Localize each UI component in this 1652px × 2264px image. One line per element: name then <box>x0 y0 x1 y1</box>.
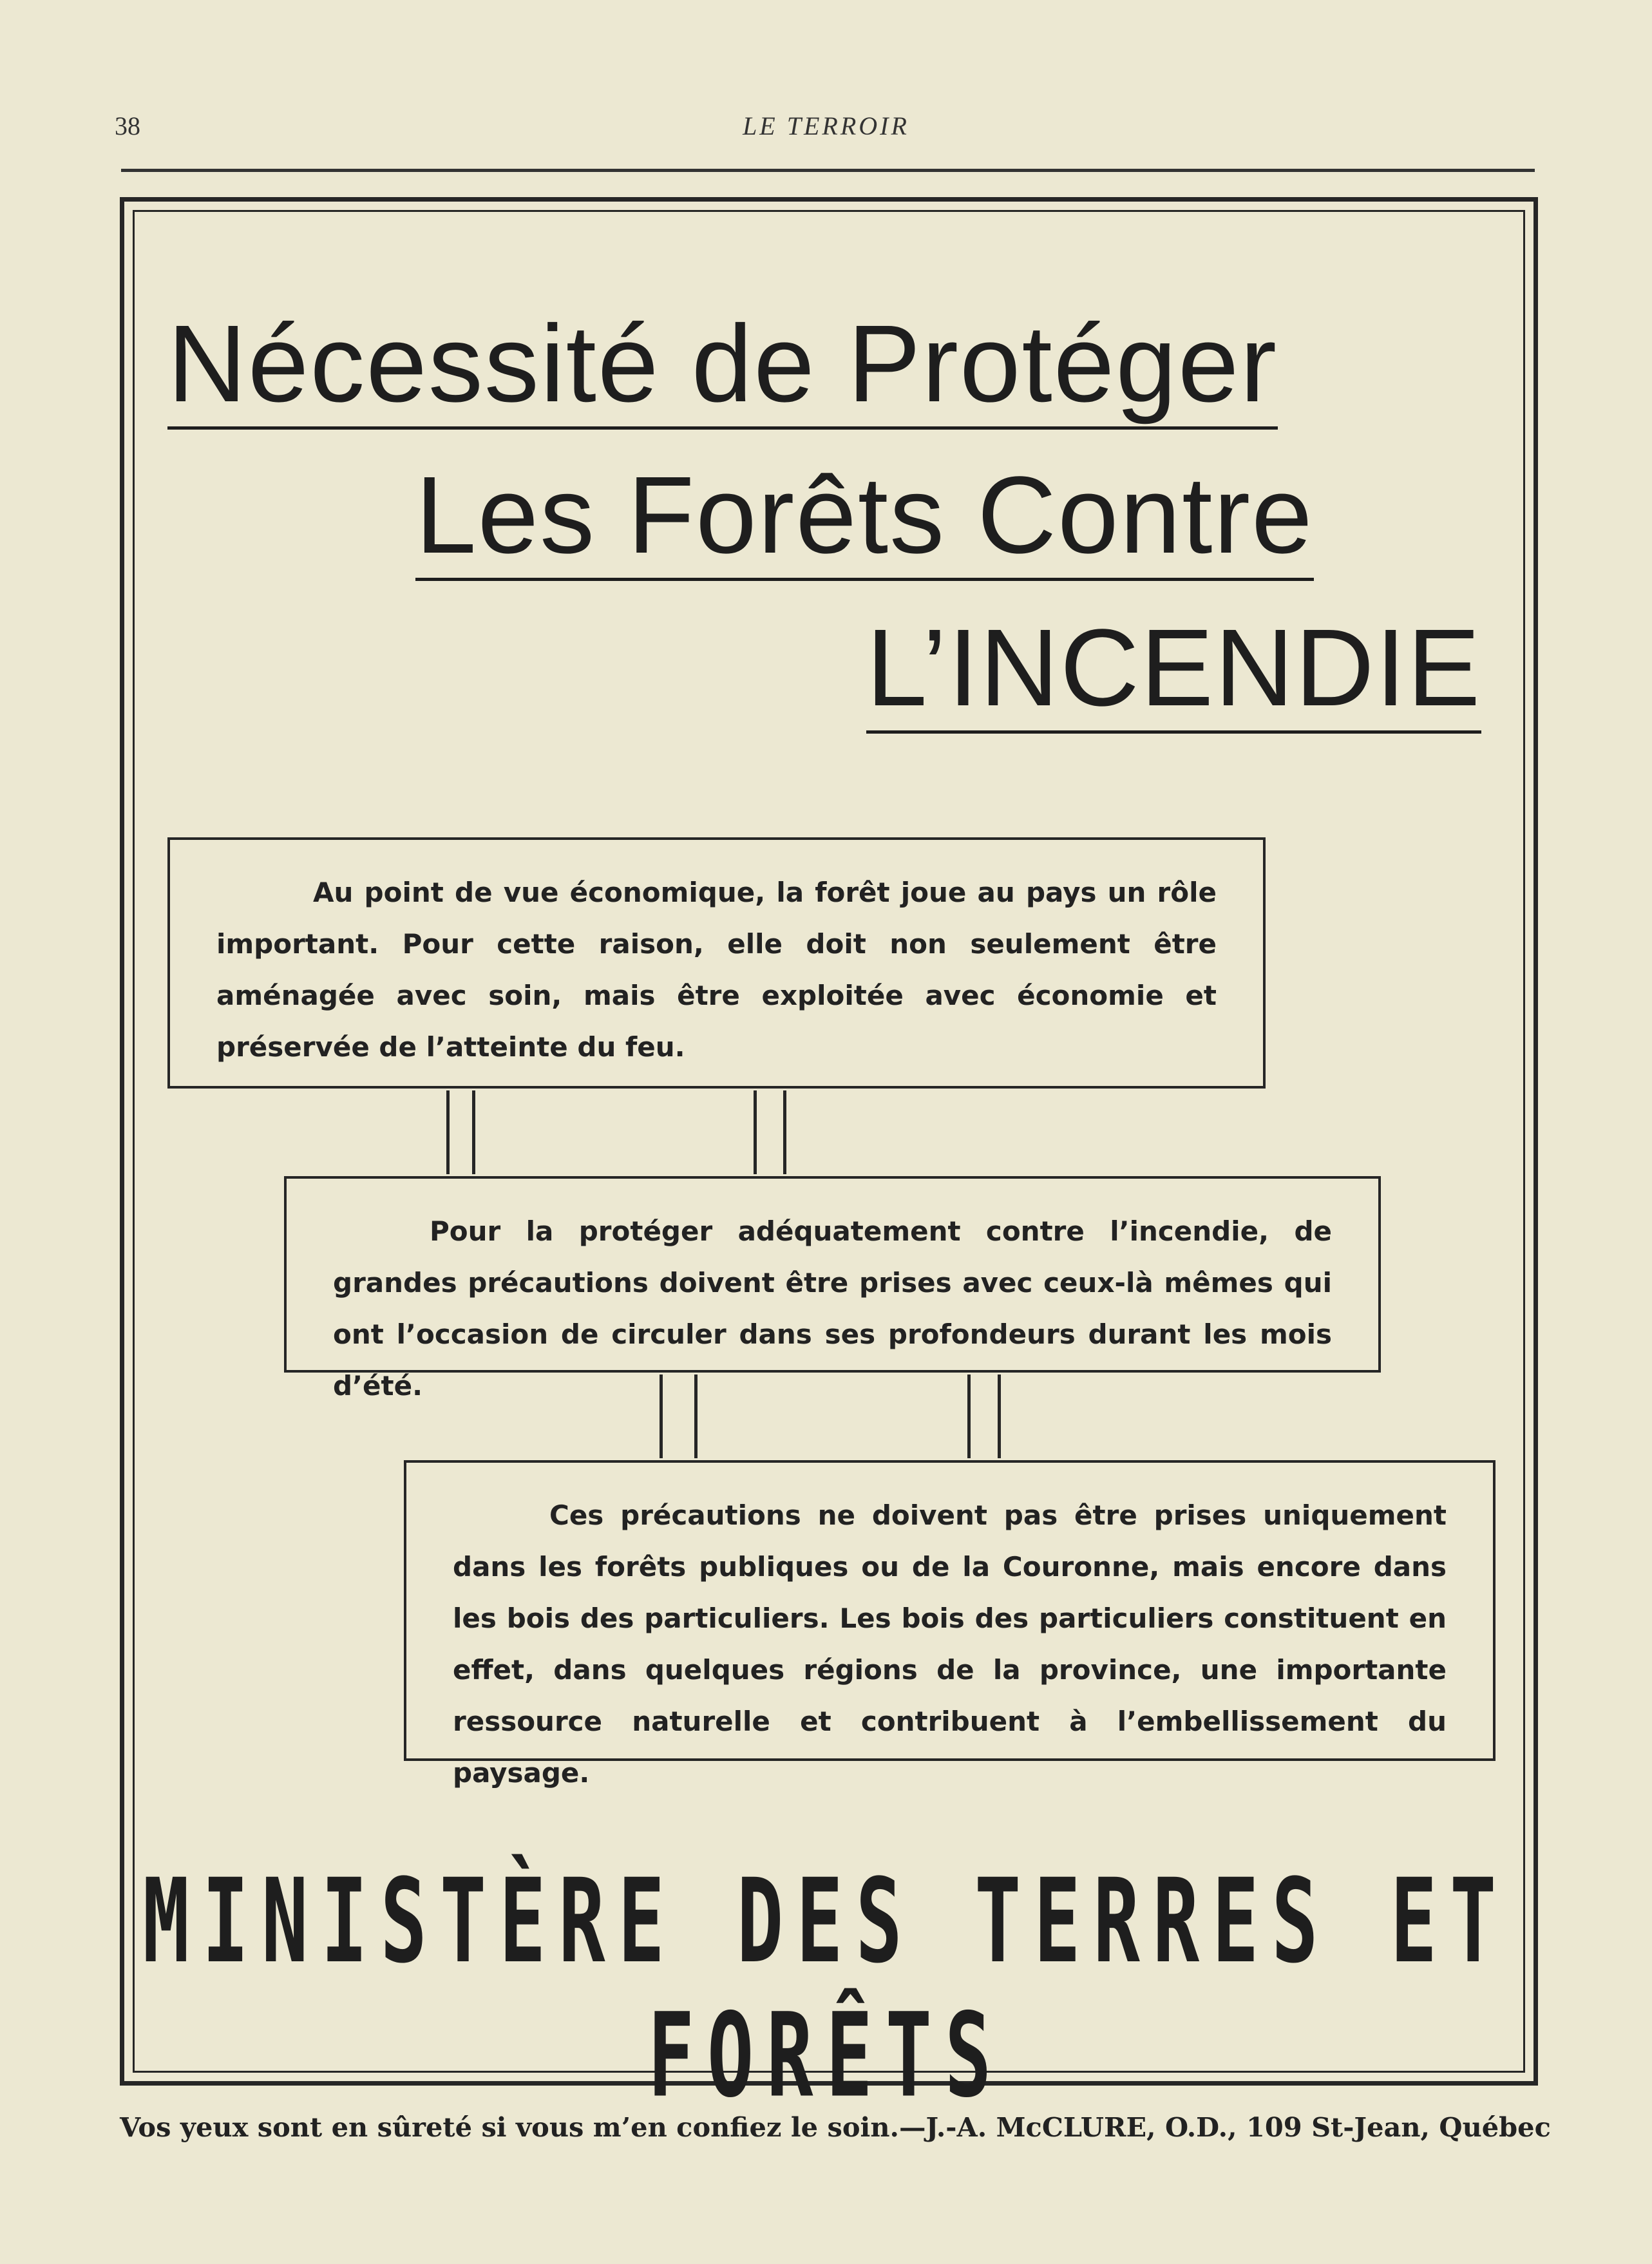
paragraph-protection: Pour la protéger adéquatement contre l’incendie, de grandes précautions doivent être prises avec ceux-là mêmes qui ont l’occasion de circuler dans ses profondeurs durant les mois d’été. <box>333 1215 1332 1402</box>
headline-line-2: Les Forêts Contre <box>415 461 1314 581</box>
connector-line <box>472 1090 475 1174</box>
footer-advertisement: Vos yeux sont en sûreté si vous m’en confiez le soin.—J.-A. McCLURE, O.D., 109 St-Jean, Québec <box>120 2111 1551 2143</box>
text-box-private-woods <box>404 1460 1495 1789</box>
headline-line-1: Nécessité de Protéger <box>167 309 1278 430</box>
header-rule <box>121 169 1535 172</box>
running-title: LE TERROIR <box>743 111 909 140</box>
headline-line-3: L’INCENDIE <box>866 613 1481 734</box>
connector-line <box>998 1375 1001 1458</box>
connector-line <box>446 1090 450 1174</box>
page-number: 38 <box>115 111 140 140</box>
paragraph-private-woods: Ces précautions ne doivent pas être prises uniquement dans les forêts publiques ou de la Couronne, mais encore dans les bois des particuliers. Les bois des particuliers constituent en effet, dans quelques régions de la province, une importante ressource naturelle et contribuent à l’embellissement du paysage. <box>453 1499 1447 1789</box>
connector-line <box>783 1090 786 1174</box>
connector-line <box>660 1375 663 1458</box>
text-box-economy <box>167 837 1266 1089</box>
connector-line <box>754 1090 757 1174</box>
connector-line <box>694 1375 698 1458</box>
ministry-signature: MINISTÈRE DES TERRES ET FORÊTS <box>142 1855 1510 2124</box>
connector-line <box>967 1375 971 1458</box>
paragraph-economy: Au point de vue économique, la forêt joue au pays un rôle important. Pour cette raison, elle doit non seulement être aménagée avec soin, mais être exploitée avec économie et préservée de l’atteinte du feu. <box>216 877 1217 1063</box>
text-box-protection <box>284 1176 1381 1402</box>
